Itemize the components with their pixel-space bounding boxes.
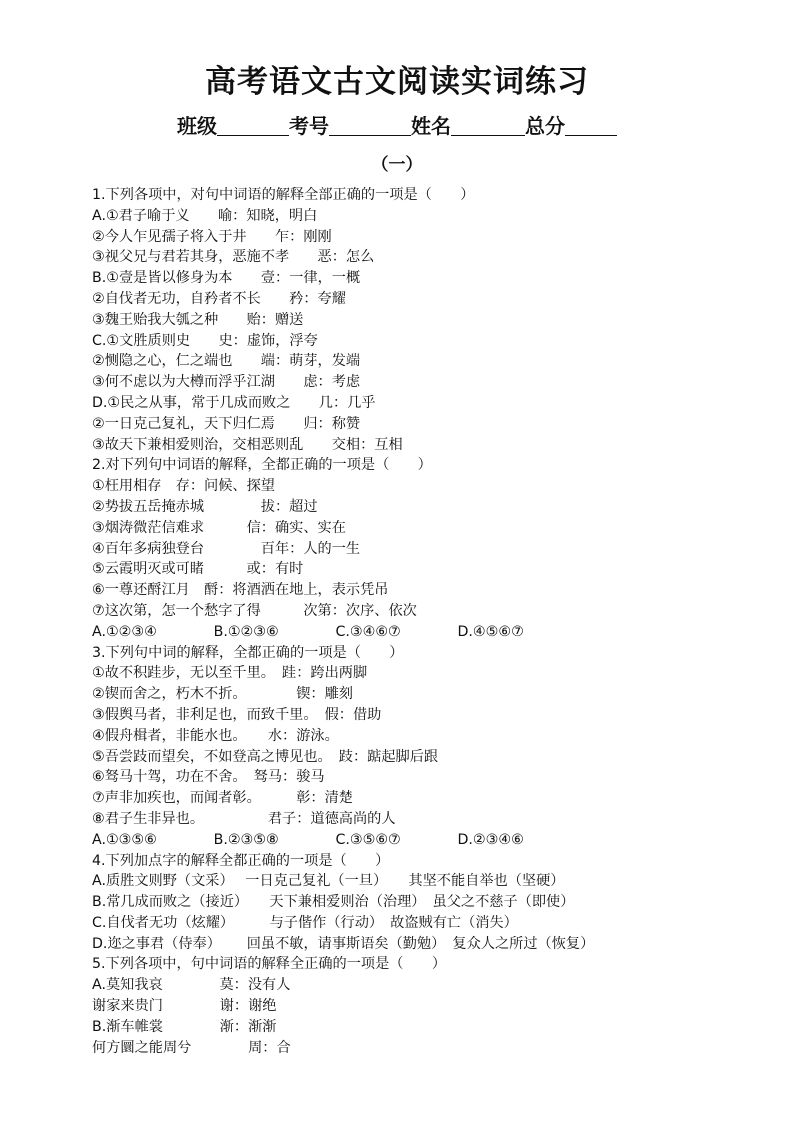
student-info-row <box>0 110 794 139</box>
text-line: 4.下列加点字的解释全都正确的一项是（ ） <box>92 852 390 869</box>
name-label: 姓名 <box>411 114 451 138</box>
score-label: 总分 <box>525 114 565 138</box>
text-line: A.①君子喻于义 喻：知晓，明白 <box>92 207 318 224</box>
text-line: ③烟涛微茫信难求 信：确实、实在 <box>92 519 346 536</box>
text-line: C.自伐者无功（炫耀） 与子偕作（行动） 故盗贼有亡（消失） <box>92 914 518 931</box>
text-line: B.渐车帷裳 渐：渐渐 <box>92 1018 277 1035</box>
text-line: D.①民之从事，常于几成而败之 几：几乎 <box>92 394 376 411</box>
page-title: 高考语文古文阅读实词练习 <box>205 64 589 100</box>
text-line: ⑦这次第，怎一个愁字了得 次第：次序、依次 <box>92 602 417 619</box>
text-line: ③魏王贻我大瓠之种 贻：赠送 <box>92 311 304 328</box>
class-label: 班级 <box>177 114 217 138</box>
text-line: ⑥驽马十驾，功在不舍。 驽马：骏马 <box>92 769 325 786</box>
text-line: ②一日克己复礼，天下归仁焉 归：称赞 <box>92 415 361 432</box>
text-line: C.①文胜质则史 史：虚饰，浮夸 <box>92 332 318 349</box>
text-line: A.①②③④ B.①②③⑥ C.③④⑥⑦ D.④⑤⑥⑦ <box>92 623 524 640</box>
text-line: 谢家来贵门 谢：谢绝 <box>92 998 277 1015</box>
exam-no-label: 考号 <box>289 114 329 138</box>
text-line: ③故天下兼相爱则治，交相恶则乱 交相：互相 <box>92 436 403 453</box>
text-line: ②自伐者无功，自矜者不长 矜：夸耀 <box>92 290 346 307</box>
text-line: ④假舟楫者，非能水也。 水：游泳。 <box>92 727 339 744</box>
text-line: B.常几成而败之（接近） 天下兼相爱则治（治理） 虽父之不慈子（即使） <box>92 894 575 911</box>
text-line: ②今人乍见孺子将入于井 乍：刚刚 <box>92 228 332 245</box>
text-line: ①故不积跬步，无以至千里。 跬：跨出两脚 <box>92 665 368 682</box>
text-line: ⑤云霞明灭或可睹 或：有时 <box>92 561 304 578</box>
question-body <box>92 185 772 1058</box>
score-blank <box>565 115 617 136</box>
text-line: 5.下列各项中，句中词语的解释全正确的一项是（ ） <box>92 956 447 973</box>
text-line: ③假舆马者，非利足也，而致千里。 假：借助 <box>92 706 382 723</box>
text-line: ⑤吾尝跂而望矣，不如登高之博见也。 跂：踮起脚后跟 <box>92 748 439 765</box>
text-line: 1.下列各项中，对句中词语的解释全部正确的一项是（ ） <box>92 187 475 203</box>
text-line: ⑥一尊还酹江月 酹：将酒洒在地上，表示凭吊 <box>92 582 389 599</box>
text-line: ②势拔五岳掩赤城 拔：超过 <box>92 498 318 515</box>
text-line: D.迩之事君（侍奉） 回虽不敏，请事斯语矣（勤勉） 复众人之所过（恢复） <box>92 935 595 952</box>
text-line: B.①壹是皆以修身为本 壹：一律，一概 <box>92 270 361 287</box>
class-blank <box>217 115 289 136</box>
text-line: ③何不虑以为大樽而浮乎江湖 虑：考虑 <box>92 374 361 391</box>
text-line: A.莫知我哀 莫：没有人 <box>92 977 291 994</box>
text-line: ②锲而舍之，朽木不折。 锲：雕刻 <box>92 686 353 703</box>
text-line: ⑦声非加疾也，而闻者彰。 彰：清楚 <box>92 790 353 807</box>
text-line: 何方圜之能周兮 周：合 <box>92 1039 291 1056</box>
name-blank <box>451 115 525 136</box>
text-line: ①枉用相存 存：问候、探望 <box>92 478 275 495</box>
text-line: 2.对下列句中词语的解释，全都正确的一项是（ ） <box>92 457 432 474</box>
section-heading: （一） <box>371 155 423 175</box>
text-line: A.质胜文则野（文采） 一日克己复礼（一旦） 其坚不能自举也（坚硬） <box>92 873 565 890</box>
text-line: ②恻隐之心，仁之端也 端：萌芽，发端 <box>92 353 361 370</box>
exam-no-blank <box>329 115 411 136</box>
text-line: ③视父兄与君若其身，恶施不孝 恶：怎么 <box>92 249 375 266</box>
text-line: A.①③⑤⑥ B.②③⑤⑧ C.③⑤⑥⑦ D.②③④⑥ <box>92 831 524 848</box>
text-line: 3.下列句中词的解释，全都正确的一项是（ ） <box>92 644 404 661</box>
text-line: ⑧君子生非异也。 君子：道德高尚的人 <box>92 810 396 827</box>
text-line: ④百年多病独登台 百年：人的一生 <box>92 540 361 557</box>
